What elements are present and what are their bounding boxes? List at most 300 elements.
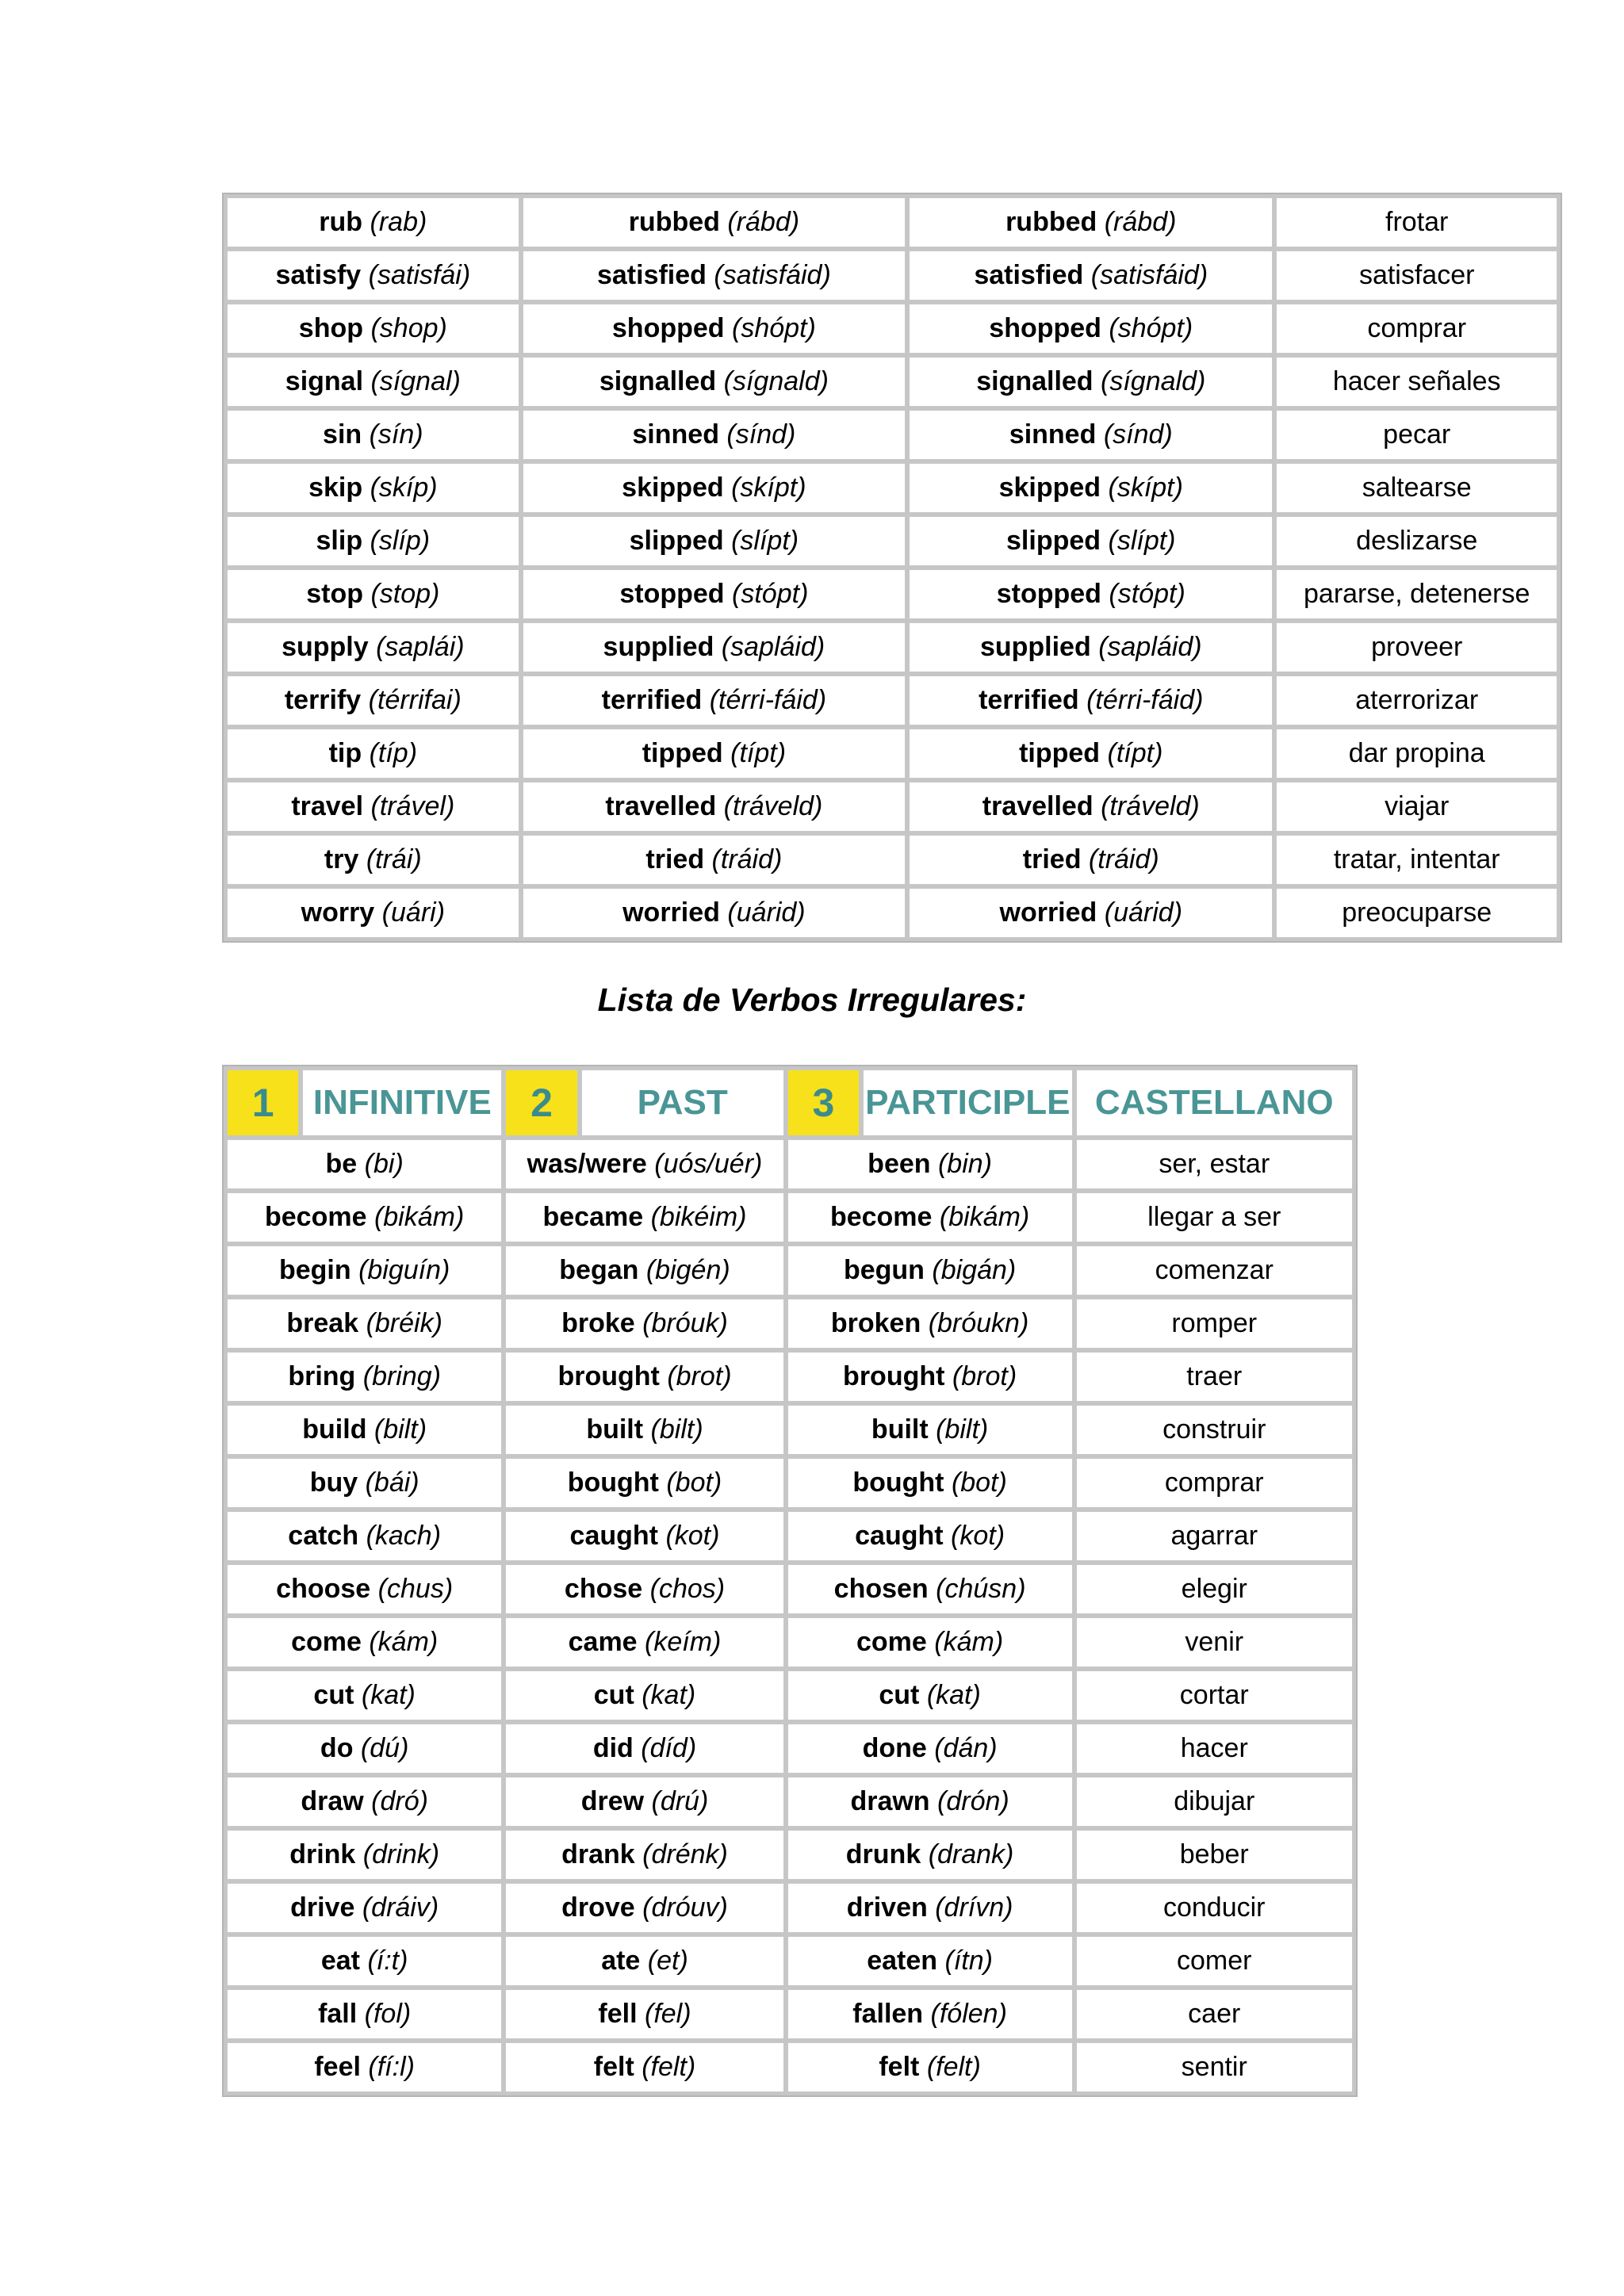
participle-cell-pronunciation: (uárid) (1104, 897, 1183, 928)
regular-verbs-body (227, 197, 1557, 938)
infinitive-cell (227, 1936, 502, 1986)
infinitive-cell (227, 1564, 502, 1614)
column-number-3: 3 (787, 1070, 860, 1136)
regular-verb-row (227, 197, 1557, 247)
participle-cell-word: felt (879, 2052, 920, 2082)
participle-cell-word: chosen (833, 1574, 929, 1604)
infinitive-cell-pronunciation: (sígnal) (370, 366, 461, 396)
irregular-verb-row (227, 2042, 1353, 2092)
header-past: PAST (581, 1070, 784, 1136)
regular-verb-row (227, 357, 1557, 407)
castellano-cell: hacer (1076, 1724, 1354, 1774)
regular-verb-row (227, 251, 1557, 300)
infinitive-cell-word: break (286, 1308, 359, 1338)
participle-cell (909, 729, 1273, 779)
infinitive-cell-word: be (325, 1149, 358, 1179)
regular-verb-row (227, 304, 1557, 354)
infinitive-cell-word: shop (298, 313, 364, 343)
castellano-cell: viajar (1276, 782, 1557, 832)
past-cell (505, 1458, 783, 1508)
infinitive-cell (227, 835, 519, 885)
participle-cell (787, 1511, 1073, 1561)
infinitive-cell-word: do (320, 1733, 354, 1763)
participle-cell (787, 1777, 1073, 1827)
past-cell-word: was/were (527, 1149, 647, 1179)
infinitive-cell-word: try (324, 844, 359, 874)
past-cell-word: began (559, 1255, 639, 1285)
past-cell-pronunciation: (bróuk) (642, 1308, 728, 1338)
participle-cell (909, 569, 1273, 619)
infinitive-cell-pronunciation: (dró) (371, 1786, 428, 1816)
castellano-cell: pecar (1276, 410, 1557, 460)
regular-verbs-table (222, 193, 1562, 943)
irregular-verb-row (227, 1989, 1353, 2039)
participle-cell-pronunciation: (térri-fáid) (1086, 685, 1204, 715)
castellano-cell: comenzar (1076, 1246, 1354, 1295)
castellano-cell: sentir (1076, 2042, 1354, 2092)
past-cell-pronunciation: (kat) (642, 1680, 696, 1710)
header-participle: PARTICIPLE (863, 1070, 1072, 1136)
past-cell-pronunciation: (díd) (641, 1733, 697, 1763)
past-cell-pronunciation: (térri-fáid) (709, 685, 827, 715)
participle-cell (909, 782, 1273, 832)
castellano-cell: pararse, detenerse (1276, 569, 1557, 619)
past-cell-word: sinned (632, 419, 719, 450)
irregular-verb-row (227, 1405, 1353, 1455)
participle-cell-word: drunk (845, 1839, 921, 1869)
past-cell-word: caught (569, 1521, 658, 1551)
infinitive-cell-pronunciation: (bilt) (373, 1414, 427, 1445)
past-cell (523, 304, 906, 354)
castellano-cell: comer (1076, 1936, 1354, 1986)
irregular-verb-row (227, 1458, 1353, 1508)
past-cell-pronunciation: (chos) (649, 1574, 726, 1604)
participle-cell (909, 410, 1273, 460)
past-cell-word: stopped (619, 579, 725, 609)
participle-cell-word: shopped (989, 313, 1101, 343)
participle-cell-pronunciation: (chúsn) (936, 1574, 1026, 1604)
infinitive-cell-pronunciation: (bái) (365, 1468, 419, 1498)
infinitive-cell-pronunciation: (dú) (360, 1733, 409, 1763)
castellano-cell: proveer (1276, 622, 1557, 672)
past-cell (505, 1564, 783, 1614)
infinitive-cell (227, 1458, 502, 1508)
past-cell-word: drank (561, 1839, 635, 1869)
past-cell (505, 1511, 783, 1561)
infinitive-cell (227, 463, 519, 513)
past-cell-word: signalled (599, 366, 717, 396)
past-cell-pronunciation: (típt) (730, 738, 787, 768)
past-cell (523, 782, 906, 832)
participle-cell-pronunciation: (tráid) (1088, 844, 1159, 874)
past-cell-word: terrified (601, 685, 703, 715)
past-cell (505, 1139, 783, 1189)
infinitive-cell-pronunciation: (fol) (364, 1999, 412, 2029)
past-cell-pronunciation: (slípt) (731, 526, 799, 556)
castellano-cell: comprar (1076, 1458, 1354, 1508)
infinitive-cell-word: satisfy (275, 260, 362, 290)
past-cell-word: drove (561, 1892, 635, 1923)
infinitive-cell-word: rub (319, 207, 363, 237)
infinitive-cell-word: worry (301, 897, 375, 928)
past-cell-word: did (592, 1733, 634, 1763)
participle-cell-pronunciation: (sínd) (1103, 419, 1173, 450)
infinitive-cell-pronunciation: (biguín) (358, 1255, 450, 1285)
past-cell (523, 729, 906, 779)
participle-cell (787, 1724, 1073, 1774)
participle-cell-word: tried (1022, 844, 1082, 874)
past-cell (505, 1883, 783, 1933)
participle-cell-pronunciation: (drívn) (935, 1892, 1013, 1923)
castellano-cell: construir (1076, 1405, 1354, 1455)
past-cell-pronunciation: (bikéim) (650, 1202, 747, 1232)
infinitive-cell-word: become (265, 1202, 367, 1232)
past-cell-pronunciation: (bilt) (650, 1414, 703, 1445)
infinitive-cell (227, 782, 519, 832)
infinitive-cell (227, 1139, 502, 1189)
participle-cell (909, 888, 1273, 938)
castellano-cell: romper (1076, 1299, 1354, 1349)
irregular-verb-row (227, 1564, 1353, 1614)
past-cell-word: came (568, 1627, 638, 1657)
past-cell-word: worried (622, 897, 720, 928)
past-cell-pronunciation: (fel) (645, 1999, 691, 2029)
irregular-verb-row (227, 1830, 1353, 1880)
past-cell (505, 1777, 783, 1827)
past-cell-pronunciation: (shópt) (732, 313, 816, 343)
past-cell-word: slipped (629, 526, 724, 556)
participle-cell (787, 1830, 1073, 1880)
irregular-header-row (227, 1070, 1353, 1136)
participle-cell-pronunciation: (bot) (951, 1468, 1007, 1498)
irregular-verb-row (227, 1617, 1353, 1667)
past-cell-word: cut (593, 1680, 634, 1710)
participle-cell-pronunciation: (bilt) (936, 1414, 989, 1445)
infinitive-cell-pronunciation: (chus) (377, 1574, 454, 1604)
participle-cell (787, 1458, 1073, 1508)
infinitive-cell (227, 622, 519, 672)
past-cell-pronunciation: (satisfáid) (714, 260, 831, 290)
past-cell-word: built (586, 1414, 644, 1445)
infinitive-cell-word: choose (276, 1574, 371, 1604)
infinitive-cell (227, 675, 519, 725)
infinitive-cell (227, 1724, 502, 1774)
castellano-cell: cortar (1076, 1670, 1354, 1720)
past-cell-word: drew (580, 1786, 645, 1816)
infinitive-cell-word: supply (282, 632, 369, 662)
past-cell-pronunciation: (felt) (642, 2052, 696, 2082)
past-cell (505, 1299, 783, 1349)
past-cell-word: tipped (642, 738, 723, 768)
regular-verb-row (227, 516, 1557, 566)
past-cell-word: travelled (605, 791, 717, 821)
past-cell-pronunciation: (uós/uér) (654, 1149, 763, 1179)
infinitive-cell-word: fall (318, 1999, 358, 2029)
participle-cell (909, 835, 1273, 885)
participle-cell (909, 304, 1273, 354)
past-cell (505, 1724, 783, 1774)
participle-cell-word: driven (846, 1892, 928, 1923)
participle-cell-pronunciation: (kám) (934, 1627, 1004, 1657)
participle-cell-word: satisfied (974, 260, 1084, 290)
infinitive-cell-pronunciation: (stop) (370, 579, 440, 609)
past-cell (505, 1246, 783, 1295)
participle-cell (909, 251, 1273, 300)
participle-cell (909, 516, 1273, 566)
castellano-cell: saltearse (1276, 463, 1557, 513)
infinitive-cell-pronunciation: (rab) (370, 207, 427, 237)
participle-cell-word: become (829, 1202, 933, 1232)
past-cell-pronunciation: (kot) (665, 1521, 720, 1551)
past-cell (523, 835, 906, 885)
participle-cell-pronunciation: (rábd) (1104, 207, 1177, 237)
participle-cell-pronunciation: (drank) (928, 1839, 1014, 1869)
past-cell (523, 516, 906, 566)
infinitive-cell-pronunciation: (sín) (369, 419, 423, 450)
castellano-cell: llegar a ser (1076, 1192, 1354, 1242)
past-cell (523, 888, 906, 938)
regular-verb-row (227, 729, 1557, 779)
participle-cell-pronunciation: (skípt) (1108, 473, 1183, 503)
past-cell-pronunciation: (sapláid) (721, 632, 825, 662)
irregular-verbs-table (222, 1065, 1358, 2097)
infinitive-cell (227, 2042, 502, 2092)
infinitive-cell-pronunciation: (skíp) (370, 473, 438, 503)
participle-cell-pronunciation: (kot) (951, 1521, 1005, 1551)
participle-cell-pronunciation: (slípt) (1108, 526, 1176, 556)
participle-cell-word: cut (879, 1680, 920, 1710)
infinitive-cell-pronunciation: (í:t) (367, 1946, 408, 1976)
past-cell-pronunciation: (rábd) (727, 207, 800, 237)
participle-cell-word: come (856, 1627, 927, 1657)
column-number-2: 2 (505, 1070, 577, 1136)
infinitive-cell-word: begin (278, 1255, 351, 1285)
past-cell (523, 622, 906, 672)
participle-cell-word: bought (852, 1468, 944, 1498)
participle-cell-word: stopped (996, 579, 1101, 609)
participle-cell-pronunciation: (stópt) (1109, 579, 1185, 609)
participle-cell-word: done (862, 1733, 927, 1763)
participle-cell (909, 357, 1273, 407)
past-cell (505, 1192, 783, 1242)
past-cell (505, 1617, 783, 1667)
past-cell (523, 357, 906, 407)
past-cell-word: rubbed (628, 207, 720, 237)
infinitive-cell-pronunciation: (uári) (381, 897, 446, 928)
irregular-verbs-body (227, 1070, 1353, 2092)
irregular-verb-row (227, 1511, 1353, 1561)
infinitive-cell (227, 1830, 502, 1880)
infinitive-cell-pronunciation: (trái) (366, 844, 422, 874)
participle-cell-pronunciation: (bróukn) (928, 1308, 1029, 1338)
castellano-cell: frotar (1276, 197, 1557, 247)
infinitive-cell-word: stop (306, 579, 364, 609)
castellano-cell: tratar, intentar (1276, 835, 1557, 885)
participle-cell (909, 463, 1273, 513)
regular-verb-row (227, 675, 1557, 725)
regular-verb-row (227, 463, 1557, 513)
participle-cell-word: built (871, 1414, 929, 1445)
regular-verb-row (227, 410, 1557, 460)
past-cell (505, 1352, 783, 1402)
castellano-cell: dibujar (1076, 1777, 1354, 1827)
past-cell-word: supplied (603, 632, 714, 662)
castellano-cell: elegir (1076, 1564, 1354, 1614)
infinitive-cell-word: bring (288, 1361, 356, 1391)
infinitive-cell-word: drive (290, 1892, 355, 1923)
past-cell-word: broke (561, 1308, 635, 1338)
participle-cell-word: tipped (1019, 738, 1101, 768)
participle-cell-pronunciation: (bikám) (939, 1202, 1030, 1232)
participle-cell (787, 1617, 1073, 1667)
infinitive-cell-pronunciation: (slíp) (370, 526, 431, 556)
header-infinitive: INFINITIVE (302, 1070, 502, 1136)
participle-cell-word: drawn (850, 1786, 930, 1816)
infinitive-cell-pronunciation: (bréik) (366, 1308, 442, 1338)
past-cell-word: shopped (611, 313, 725, 343)
past-cell-word: skipped (622, 473, 724, 503)
infinitive-cell (227, 888, 519, 938)
infinitive-cell-pronunciation: (satisfái) (368, 260, 471, 290)
past-cell-word: tried (645, 844, 705, 874)
regular-verb-row (227, 569, 1557, 619)
past-cell-pronunciation: (bigén) (645, 1255, 730, 1285)
participle-cell (787, 1299, 1073, 1349)
castellano-cell: conducir (1076, 1883, 1354, 1933)
past-cell-word: chose (564, 1574, 643, 1604)
castellano-cell: satisfacer (1276, 251, 1557, 300)
participle-cell (787, 1139, 1073, 1189)
participle-cell-word: sinned (1009, 419, 1097, 450)
castellano-cell: aterrorizar (1276, 675, 1557, 725)
infinitive-cell-word: buy (309, 1468, 358, 1498)
infinitive-cell-pronunciation: (típ) (369, 738, 418, 768)
participle-cell-word: broken (830, 1308, 921, 1338)
past-cell-word: satisfied (596, 260, 707, 290)
infinitive-cell-word: travel (291, 791, 364, 821)
infinitive-cell-word: terrify (284, 685, 362, 715)
participle-cell (787, 1989, 1073, 2039)
infinitive-cell-pronunciation: (térrifai) (368, 685, 462, 715)
past-cell-pronunciation: (stópt) (732, 579, 809, 609)
irregular-verb-row (227, 1883, 1353, 1933)
participle-cell-pronunciation: (kat) (926, 1680, 981, 1710)
castellano-cell: caer (1076, 1989, 1354, 2039)
participle-cell (909, 622, 1273, 672)
infinitive-cell (227, 1246, 502, 1295)
participle-cell (787, 1670, 1073, 1720)
past-cell-word: became (542, 1202, 644, 1232)
infinitive-cell-word: drink (289, 1839, 356, 1869)
participle-cell-pronunciation: (bigán) (932, 1255, 1017, 1285)
participle-cell-pronunciation: (drón) (937, 1786, 1009, 1816)
past-cell-pronunciation: (sínd) (726, 419, 796, 450)
infinitive-cell (227, 569, 519, 619)
infinitive-cell-pronunciation: (bring) (362, 1361, 441, 1391)
participle-cell-pronunciation: (fólen) (930, 1999, 1007, 2029)
past-cell-word: brought (557, 1361, 660, 1391)
past-cell-pronunciation: (et) (647, 1946, 688, 1976)
participle-cell-word: caught (855, 1521, 944, 1551)
regular-verb-row (227, 888, 1557, 938)
past-cell-pronunciation: (skípt) (731, 473, 806, 503)
castellano-cell: agarrar (1076, 1511, 1354, 1561)
infinitive-cell (227, 197, 519, 247)
infinitive-cell-pronunciation: (fí:l) (368, 2052, 415, 2082)
participle-cell-word: travelled (982, 791, 1094, 821)
irregular-verb-row (227, 1670, 1353, 1720)
participle-cell-word: worried (999, 897, 1097, 928)
participle-cell-pronunciation: (ítn) (944, 1946, 993, 1976)
castellano-cell: preocuparse (1276, 888, 1557, 938)
past-cell (523, 463, 906, 513)
past-cell-word: felt (593, 2052, 634, 2082)
participle-cell-word: slipped (1006, 526, 1101, 556)
infinitive-cell (227, 729, 519, 779)
participle-cell (787, 1564, 1073, 1614)
past-cell-pronunciation: (tráid) (711, 844, 783, 874)
castellano-cell: ser, estar (1076, 1139, 1354, 1189)
past-cell (505, 1405, 783, 1455)
infinitive-cell-word: build (302, 1414, 367, 1445)
infinitive-cell-pronunciation: (bi) (364, 1149, 404, 1179)
past-cell-word: ate (601, 1946, 641, 1976)
castellano-cell: comprar (1276, 304, 1557, 354)
irregular-verb-row (227, 1936, 1353, 1986)
participle-cell (787, 1936, 1073, 1986)
castellano-cell: hacer señales (1276, 357, 1557, 407)
infinitive-cell-pronunciation: (saplái) (376, 632, 465, 662)
past-cell (505, 1936, 783, 1986)
infinitive-cell-word: cut (313, 1680, 354, 1710)
infinitive-cell-pronunciation: (kat) (361, 1680, 416, 1710)
infinitive-cell-pronunciation: (kach) (366, 1521, 442, 1551)
participle-cell (909, 675, 1273, 725)
participle-cell (787, 2042, 1073, 2092)
infinitive-cell-word: eat (320, 1946, 360, 1976)
infinitive-cell (227, 1883, 502, 1933)
participle-cell (787, 1246, 1073, 1295)
infinitive-cell-word: tip (328, 738, 362, 768)
participle-cell-word: signalled (976, 366, 1094, 396)
participle-cell-word: fallen (852, 1999, 924, 2029)
participle-cell-pronunciation: (bin) (937, 1149, 993, 1179)
participle-cell-pronunciation: (típt) (1107, 738, 1163, 768)
past-cell (523, 251, 906, 300)
infinitive-cell (227, 357, 519, 407)
section-title: Lista de Verbos Irregulares: (597, 982, 1027, 1018)
participle-cell (787, 1883, 1073, 1933)
participle-cell-pronunciation: (sígnald) (1101, 366, 1206, 396)
participle-cell-word: rubbed (1005, 207, 1097, 237)
infinitive-cell (227, 1405, 502, 1455)
irregular-verb-row (227, 1352, 1353, 1402)
participle-cell-word: supplied (979, 632, 1091, 662)
header-castellano: CASTELLANO (1076, 1070, 1354, 1136)
participle-cell-word: eaten (867, 1946, 938, 1976)
participle-cell-pronunciation: (dán) (934, 1733, 998, 1763)
infinitive-cell (227, 1989, 502, 2039)
castellano-cell: traer (1076, 1352, 1354, 1402)
participle-cell-pronunciation: (shópt) (1109, 313, 1193, 343)
past-cell-word: fell (598, 1999, 638, 2029)
infinitive-cell-word: come (291, 1627, 362, 1657)
infinitive-cell (227, 516, 519, 566)
castellano-cell: deslizarse (1276, 516, 1557, 566)
infinitive-cell-pronunciation: (drink) (362, 1839, 440, 1869)
infinitive-cell-word: sin (323, 419, 362, 450)
infinitive-cell (227, 1192, 502, 1242)
